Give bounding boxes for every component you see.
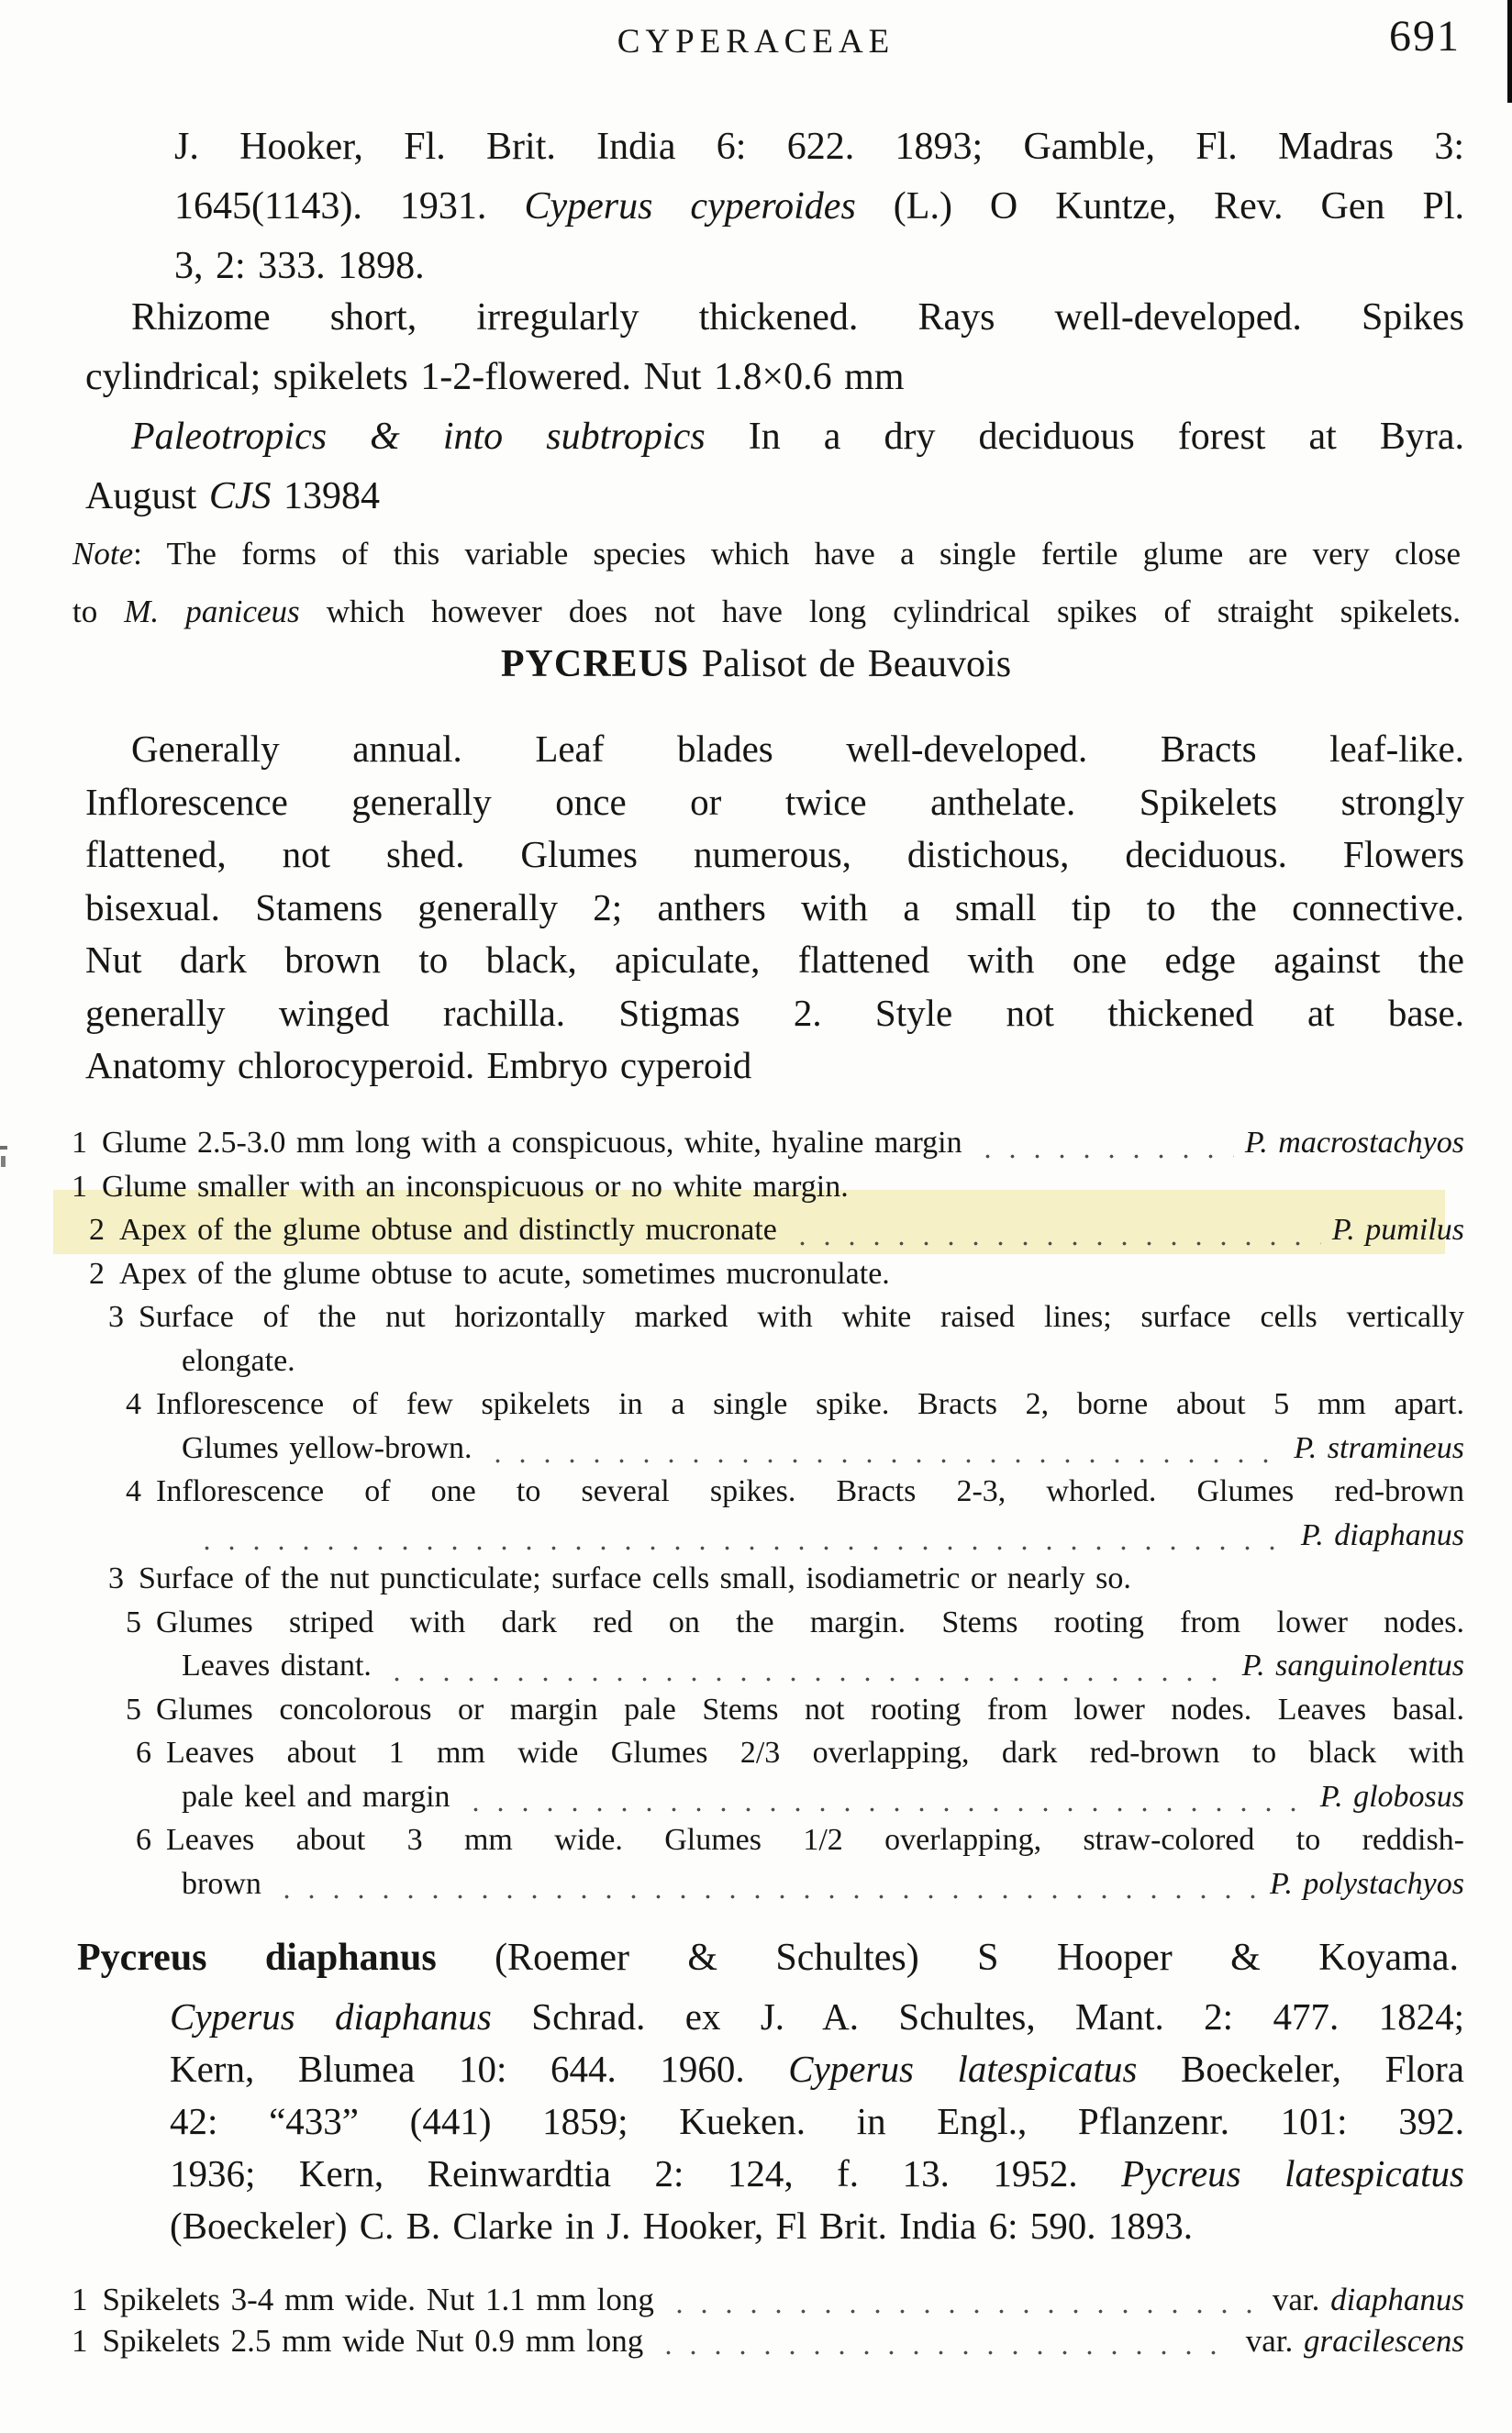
dotted-leader [463,1805,1309,1814]
text-line [0,642,1512,686]
text-run: 1936; Kern, Reinwardtia 2: 124, f. 13. 1952. [170,2152,1122,2194]
species-name [1270,1862,1464,1906]
text-run: Glume 2.5-3.0 mm long with a conspicuous, white, hyaline margin [102,1126,962,1160]
species-name [1242,1644,1464,1688]
key-couplet-number: 4 [126,1387,141,1421]
dotted-leader [274,1893,1259,1901]
key-couplet-number: 2 [89,1213,105,1247]
italic-text: P. macrostachyos [1244,1126,1464,1160]
text-run: : The forms of this variable species which have a single fertile glume are very close [133,536,1461,572]
text-run: Leaves distant. [182,1649,372,1683]
text-run: var. [1245,2323,1305,2359]
text-line [170,1991,1464,2043]
text-run: Kern, Blumea 10: 644. 1960. [170,2048,789,2090]
italic-text: Note [72,536,134,572]
text-line [174,117,1464,177]
habitat-paragraph [85,407,1464,527]
text-run: var. [1272,2282,1331,2317]
text-line [72,525,1461,583]
text-line [72,583,1461,640]
text-run: which however does not have long cylindrical spikes of straight spikelets. [299,594,1461,629]
key-lead-text [119,1257,890,1291]
text-run: Glumes striped with dark red on the margin. Stems rooting from lower nodes. [156,1605,1464,1639]
text-line [85,407,1464,467]
top-citation-paragraph [174,117,1464,296]
text-run: Surface of the nut puncticulate; surface cells small, isodiametric or nearly so. [139,1561,1131,1595]
key-lead-text [103,2279,654,2320]
genus-description-paragraph [85,723,1464,1093]
italic-text: M. paniceus [124,594,300,629]
key-row [51,2320,1464,2361]
bold-text: Pycreus diaphanus [77,1937,437,1979]
species-name [1301,1514,1464,1558]
key-lead-text [166,1823,1464,1857]
dotted-leader [485,1457,1284,1465]
key-lead-text [102,1121,962,1165]
text-run: Apex of the glume obtuse to acute, sometimes mucronulate. [119,1256,890,1291]
italic-text: CJS [208,475,272,517]
key-row [51,1557,1464,1601]
species-heading [77,1936,1459,1980]
text-run: elongate. [182,1343,295,1378]
text-line [170,2148,1464,2200]
key-couplet-number: 5 [126,1692,141,1727]
key-row [51,1165,1464,1209]
italic-text: P. globosus [1319,1779,1464,1814]
italic-text: diaphanus [1330,2282,1464,2317]
key-row-highlighted [51,1208,1464,1252]
dotted-leader [667,2307,1262,2316]
text-run: Glumes yellow-brown. [182,1430,472,1465]
key-couplet-number: 5 [126,1605,141,1639]
key-couplet-number: 1 [72,1169,87,1204]
key-row [51,2279,1464,2320]
text-run: August [85,475,209,517]
dotted-leader [790,1239,1321,1248]
text-run: (Boeckeler) C. B. Clarke in J. Hooker, Fl Brit. India 6: 590. 1893. [170,2205,1193,2247]
italic-text: P. pumilus [1331,1213,1464,1247]
species-citation-paragraph [170,1991,1464,2252]
species-name [1294,1427,1464,1471]
key-lead-text [182,1644,372,1688]
italic-text: Cyperus cyperoides [524,185,856,228]
key-lead-text [166,1736,1464,1770]
text-run: J. Hooker, Fl. Brit. India 6: 622. 1893; Gamble, Fl. Madras 3: [174,126,1464,168]
key-row [51,1339,1464,1383]
italic-text: gracilescens [1304,2323,1464,2359]
key-lead-text [182,1344,295,1378]
dotted-leader [975,1152,1234,1161]
key-lead-text [182,1427,472,1471]
text-run: Glumes concolorous or margin pale Stems not rooting from lower nodes. Leaves basal. [156,1692,1464,1727]
key-couplet-number: 3 [108,1300,124,1334]
text-line [85,348,1464,407]
text-run: generally winged rachilla. Stigmas 2. Style not thickened at base. [85,991,1464,1034]
key-couplet-number: 4 [126,1474,141,1508]
key-row [51,1818,1464,1862]
italic-text: P. sanguinolentus [1241,1649,1464,1683]
key-lead-text [156,1693,1464,1727]
key-couplet-number: 1 [72,2323,88,2359]
text-run: Inflorescence of one to several spikes. Bracts 2-3, whorled. Glumes red-brown [156,1474,1464,1508]
key-row [51,1295,1464,1339]
text-run: brown [182,1866,261,1901]
key-lead-text [119,1208,777,1252]
text-run: Leaves about 1 mm wide Glumes 2/3 overlapping, dark red-brown to black with [166,1736,1464,1770]
text-run: Apex of the glume obtuse and distinctly mucronate [119,1213,777,1247]
text-run: In a dry deciduous forest at Byra. [705,416,1464,458]
italic-text: P. stramineus [1294,1430,1464,1465]
text-run: Rhizome short, irregularly thickened. Rays well-developed. Spikes [131,296,1464,339]
key-row [51,1644,1464,1688]
italic-text: P. diaphanus [1300,1517,1464,1552]
text-run: 42: “433” (441) 1859; Kueken. in Engl., Pflanzenr. 101: 392. [170,2100,1464,2142]
key-couplet-number: 6 [136,1736,151,1770]
italic-text: P. polystachyos [1269,1866,1464,1901]
text-run: (Roemer & Schultes) S Hooper & Koyama. [436,1937,1459,1979]
text-run: 13984 [271,475,381,517]
text-line [85,723,1464,776]
text-run: 3, 2: 333. 1898. [174,245,425,287]
running-head-family-title: CYPERACEAE [617,23,895,61]
dotted-leader [656,2349,1235,2357]
bold-text: PYCREUS [500,643,690,685]
key-couplet-number: 1 [72,2282,88,2317]
species-name [1245,1121,1464,1165]
key-lead-text [102,1170,849,1204]
text-line [85,882,1464,935]
text-line [77,1936,1459,1980]
text-line [174,177,1464,237]
key-row [51,1470,1464,1514]
text-run: to [72,594,125,629]
text-run: Inflorescence of few spikelets in a single spike. Bracts 2, borne about 5 mm apart. [156,1387,1464,1421]
key-row [51,1383,1464,1427]
key-couplet-number: 3 [108,1561,124,1595]
text-run: Spikelets 2.5 mm wide Nut 0.9 mm long [102,2323,644,2359]
key-row [51,1514,1464,1558]
key-couplet-number: 2 [89,1256,105,1291]
key-couplet-number: 1 [72,1126,87,1160]
text-line [170,2200,1464,2252]
text-run: 1645(1143). 1931. [174,185,525,228]
text-run: cylindrical; spikelets 1-2-flowered. Nut 1.8×0.6 mm [85,356,905,398]
dotted-leader [195,1544,1290,1552]
italic-text: Pycreus latespicatus [1121,2152,1464,2194]
text-run: Nut dark brown to black, apiculate, flattened with one edge against the [85,939,1464,981]
key-row [51,1862,1464,1906]
scan-margin-mark [0,1146,7,1150]
text-run: Generally annual. Leaf blades well-developed. Bracts leaf-like. [131,728,1464,770]
species-name [1332,1208,1464,1252]
key-lead-text [139,1561,1131,1595]
italic-text: Paleotropics & into subtropics [131,416,706,458]
text-run: (L.) O Kuntze, Rev. Gen Pl. [855,185,1464,228]
text-run: Glume smaller with an inconspicuous or no white margin. [102,1169,849,1204]
key-lead-text [139,1300,1464,1334]
species-name [1320,1775,1464,1819]
key-lead-text [182,1775,450,1819]
text-line [170,2043,1464,2095]
page-number: 691 [1389,12,1461,61]
text-line [85,776,1464,829]
text-line [85,987,1464,1040]
key-lead-text [156,1387,1464,1421]
key-lead-text [156,1474,1464,1508]
text-run: pale keel and margin [182,1779,450,1814]
text-run: Schrad. ex J. A. Schultes, Mant. 2: 477. 1824; [491,1995,1464,2038]
key-row [51,1427,1464,1471]
key-lead-text [182,1862,261,1906]
text-run: flattened, not shed. Glumes numerous, distichous, deciduous. Flowers [85,833,1464,875]
key-lead-text [103,2320,644,2361]
text-run: Inflorescence generally once or twice anthelate. Spikelets strongly [85,780,1464,823]
text-line [85,1039,1464,1093]
key-row [51,1121,1464,1165]
text-run: Palisot de Beauvois [689,643,1012,685]
note-paragraph [72,525,1461,640]
text-run: Surface of the nut horizontally marked with white raised lines; surface cells vertically [139,1300,1464,1334]
scan-margin-mark [1,1156,6,1167]
text-line [170,2095,1464,2148]
dotted-leader [384,1675,1231,1683]
species-description-paragraph [85,288,1464,407]
text-run: bisexual. Stamens generally 2; anthers with a small tip to the connective. [85,885,1464,928]
key-row [51,1601,1464,1645]
species-name [1273,2279,1464,2320]
key-to-species [51,1121,1464,1905]
key-row [51,1731,1464,1775]
text-run: Anatomy chlorocyperoid. Embryo cyperoid [85,1044,752,1086]
key-lead-text [156,1605,1464,1639]
species-name [1246,2320,1464,2361]
italic-text: Cyperus latespicatus [788,2048,1138,2090]
key-row [51,1688,1464,1732]
text-line [85,828,1464,882]
key-row [51,1775,1464,1819]
text-line [85,934,1464,987]
text-line [85,467,1464,527]
text-line [85,288,1464,348]
key-couplet-number: 6 [136,1823,151,1857]
italic-text: Cyperus diaphanus [170,1995,492,2038]
text-run: Leaves about 3 mm wide. Glumes 1/2 overlapping, straw-colored to reddish- [166,1823,1464,1857]
key-to-varieties [51,2279,1464,2361]
key-row [51,1252,1464,1296]
text-run: Boeckeler, Flora [1137,2048,1464,2090]
text-run: Spikelets 3-4 mm wide. Nut 1.1 mm long [102,2282,654,2317]
genus-heading [0,642,1512,686]
